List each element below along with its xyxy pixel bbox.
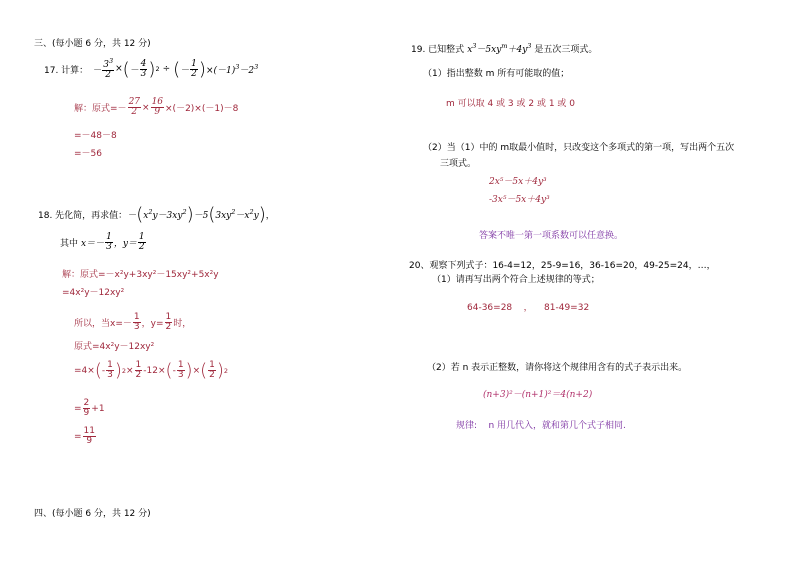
- q18-problem: 18. 先化简，再求值： － ( $x^2y-3xy^2$ ) －5 ( $3xy^2-x^2y$ ) ，: [38, 204, 275, 225]
- q19-answer-1: m 可以取 4 或 3 或 2 或 1 或 0: [446, 99, 576, 109]
- q18-so-mid: ，y=: [141, 319, 164, 330]
- q17-step-3: =－56: [74, 149, 102, 159]
- q19-part-1: （1）指出整数 m 所有可能取的值；: [423, 69, 570, 79]
- q19-part-2-line-2: 三项式。: [440, 159, 477, 169]
- q18-final-answer: = $\frac{11}{9}$: [74, 426, 95, 447]
- q18-step-fraction: = $\frac{2}{9}$ +1: [74, 398, 105, 419]
- q19-label: 19. 已知整式: [411, 45, 465, 55]
- q20-answer-1: 64-36=28 ， 81-49=32: [467, 303, 590, 313]
- q18-label: 18. 先化简，再求值：: [38, 211, 128, 221]
- q19-example-2: -3x⁵－5x＋4y³: [489, 195, 550, 205]
- q19-part-2-line-1: （2）当（1）中的 m取最小值时，只改变这个多项式的第一项，写出两个五次: [423, 143, 735, 153]
- q18-solution-line-1: 解：原式=－x²y+3xy²－15xy²+5x²y: [62, 270, 219, 280]
- q17-problem: 17. 计算： － $\frac{3^3}{2}$ × ( － $\frac{4}{3}$ ) 2 ÷ ( － $\frac{1}{2}$ ) $\times(-1)^3-2^3$: [44, 57, 259, 81]
- q18-given: 其中 x＝－ $\frac{1}{3}$ ，y＝ $\frac{1}{2}$: [60, 232, 145, 253]
- q20-part-2: （2）若 n 表示正整数，请你将这个规律用含有的式子表示出来。: [427, 363, 688, 373]
- q17-step-2: =－48－8: [74, 131, 117, 141]
- q18-given-prefix: 其中: [60, 239, 79, 250]
- q20-problem: 20、观察下列式子：16-4=12，25-9=16，36-16=20，49-25=24，…，: [409, 261, 716, 271]
- q20-formula: (n+3)²－(n+1)²＝4(n+2): [483, 390, 593, 400]
- q18-so-suffix: 时，: [173, 319, 192, 330]
- q19-note: 答案不唯一第一项系数可以任意换。: [479, 231, 624, 241]
- q20-part-1: （1）请再写出两个符合上述规律的等式；: [432, 275, 600, 285]
- q17-solution-prefix: 解：原式=: [74, 104, 118, 115]
- q18-subst-prefix: =4×: [74, 365, 95, 376]
- q19-label-suffix: 是五次三项式。: [534, 45, 598, 55]
- q18-substitute-when: 所以，当x= － $\frac{1}{3}$ ，y= $\frac{1}{2}$ 时，: [74, 312, 192, 333]
- q17-label: 17. 计算：: [44, 65, 89, 76]
- q20-rule: 规律: n 用几代入，就和第几个式子相同.: [456, 421, 626, 431]
- q18-solution-line-2: =4x²y－12xy²: [62, 288, 125, 298]
- q18-original-expression: 原式=4x²y－12xy²: [74, 342, 155, 352]
- q18-substitution: =4× ( - $\frac{1}{3}$ ) 2 × $\frac{1}{2}$ -12× ( - $\frac{1}{3}$ ) × ( $\frac{1}{2}$ ) 2: [74, 359, 229, 381]
- q19-example-1: 2x⁵－5x＋4y³: [489, 177, 547, 187]
- q19-problem: 19. 已知整式 $x^3-5xy^m+4y^3$ 是五次三项式。: [411, 42, 598, 55]
- q18-so-prefix: 所以，当x=: [74, 319, 123, 330]
- section-3-title: 三、(每小题 6 分，共 12 分): [34, 39, 151, 49]
- q17-solution: 解：原式= － $\frac{27}{2}$ × $\frac{16}{9}$ ×(－2)×(－1)－8: [74, 97, 239, 118]
- q18-eq: =: [74, 431, 82, 442]
- section-4-title: 四、(每小题 6 分，共 12 分): [34, 509, 151, 519]
